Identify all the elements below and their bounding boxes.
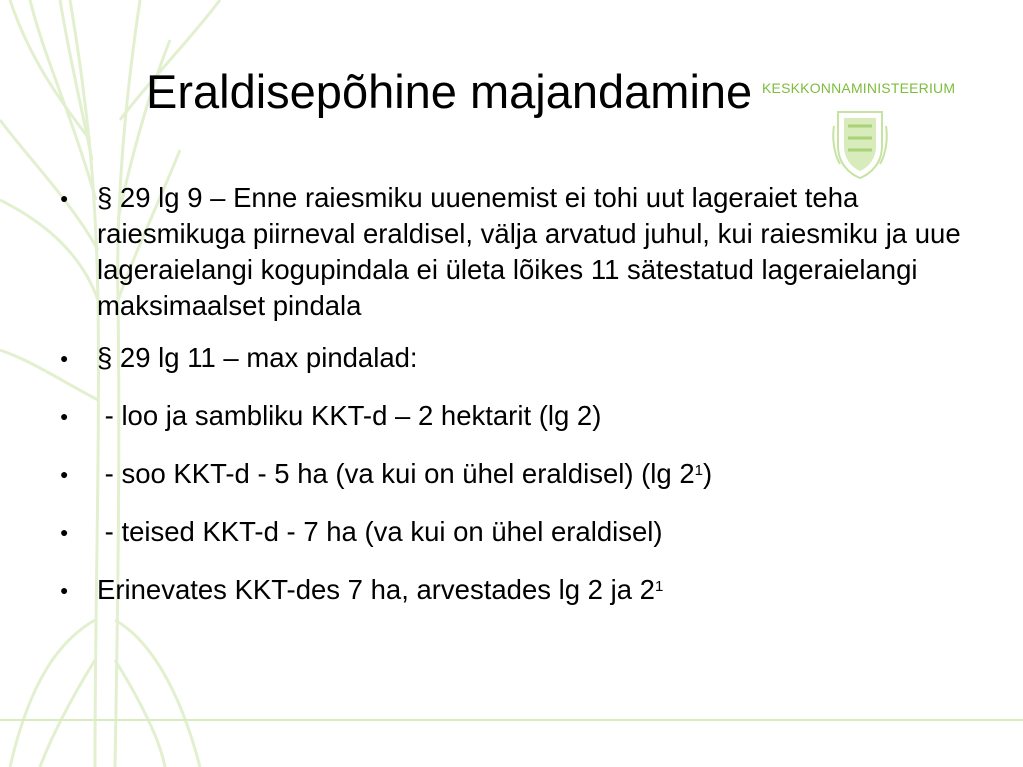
slide-title: Eraldisepõhine majandamine bbox=[146, 65, 753, 118]
bullet-text: § 29 lg 9 – Enne raiesmiku uuenemist ei tohi uut lageraiet teha raiesmikuga piirneval eraldisel, välja arvatud juhul, kui raiesmiku ja uue lageraielangi kogupindala ei ületa lõikes 11 sätestatud lageraielangi maksimaalset pindala bbox=[97, 182, 961, 321]
bullet-dot-icon: ● bbox=[60, 190, 69, 206]
bullet-item bbox=[60, 180, 980, 324]
bullet-dot-icon: ● bbox=[60, 408, 69, 424]
bullet-dot-icon: ● bbox=[60, 582, 69, 598]
bullet-item bbox=[60, 340, 980, 376]
bullet-text: - soo KKT-d - 5 ha (va kui on ühel eraldisel) (lg 2 bbox=[97, 458, 695, 489]
bullet-dot-icon: ● bbox=[60, 350, 69, 366]
bullet-dot-icon: ● bbox=[60, 524, 69, 540]
bullet-text: Erinevates KKT-des 7 ha, arvestades lg 2 ja 2 bbox=[97, 574, 655, 605]
bullet-text: - loo ja sambliku KKT-d – 2 hektarit (lg 2) bbox=[97, 400, 602, 431]
bullet-item bbox=[60, 456, 980, 492]
bullet-text: § 29 lg 11 – max pindalad: bbox=[97, 342, 418, 373]
bullet-list bbox=[60, 180, 980, 608]
bullet-text: - teised KKT-d - 7 ha (va kui on ühel eraldisel) bbox=[97, 516, 663, 547]
ministry-logo-text: KESKKONNAMINISTEERIUM bbox=[762, 80, 956, 96]
bullet-item bbox=[60, 572, 980, 608]
bullet-item bbox=[60, 398, 980, 434]
footer-divider bbox=[0, 719, 1023, 721]
coat-of-arms-icon bbox=[830, 108, 890, 180]
superscript: 1 bbox=[654, 578, 664, 595]
superscript: 1 bbox=[694, 462, 703, 479]
bullet-text-end: ) bbox=[703, 458, 713, 489]
bullet-dot-icon: ● bbox=[60, 466, 69, 482]
bullet-item bbox=[60, 514, 980, 550]
